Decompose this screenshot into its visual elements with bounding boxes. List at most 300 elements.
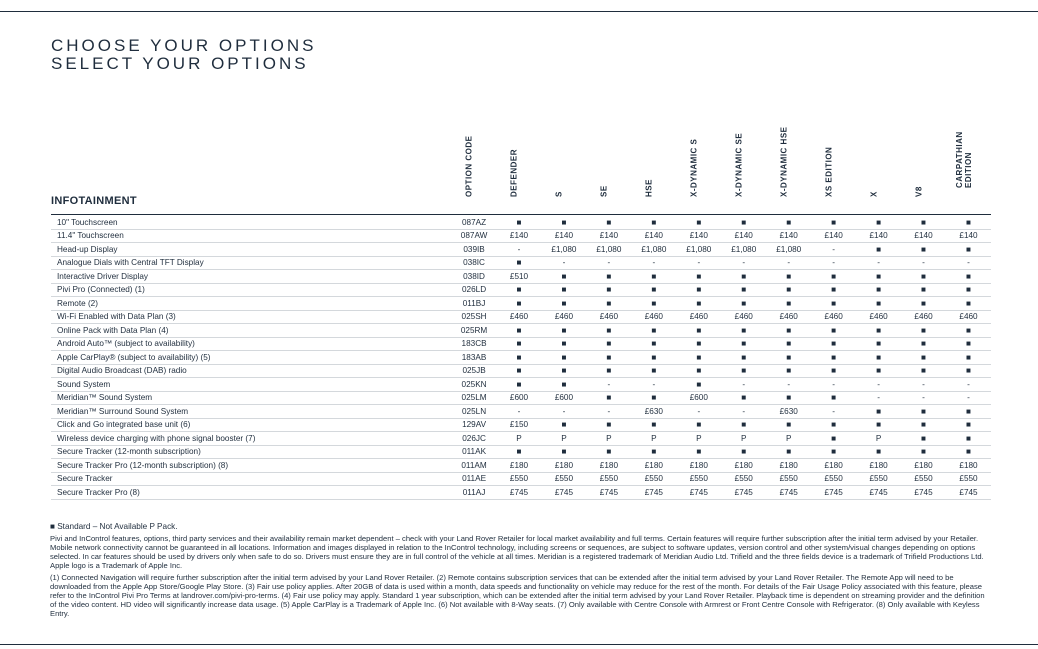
option-value: £745 <box>946 486 991 500</box>
table-row <box>51 418 991 432</box>
option-code: 038IC <box>452 256 497 270</box>
option-value: ■ <box>946 297 991 311</box>
option-value: ■ <box>811 324 856 338</box>
option-value: ■ <box>586 445 631 459</box>
option-value: ■ <box>766 297 811 311</box>
option-value: P <box>586 432 631 446</box>
feature-name: Meridian™ Sound System <box>51 391 452 405</box>
option-value: - <box>811 405 856 419</box>
option-value: ■ <box>631 283 676 297</box>
option-value: £550 <box>721 472 766 486</box>
option-value: P <box>766 432 811 446</box>
option-value: £460 <box>721 310 766 324</box>
option-code: 011AK <box>452 445 497 459</box>
option-value: ■ <box>946 364 991 378</box>
feature-name: Sound System <box>51 378 452 392</box>
column-header-label: X-DYNAMIC HSE <box>779 126 788 197</box>
option-value: ■ <box>766 351 811 365</box>
option-value: - <box>586 378 631 392</box>
page-subtitle: SELECT YOUR OPTIONS <box>51 54 309 73</box>
option-value: ■ <box>901 283 946 297</box>
option-value: ■ <box>541 378 586 392</box>
option-value: ■ <box>631 337 676 351</box>
option-value: ■ <box>497 364 542 378</box>
option-value: ■ <box>721 270 766 284</box>
option-value: - <box>541 405 586 419</box>
option-value: £1,080 <box>541 243 586 257</box>
option-value: ■ <box>541 445 586 459</box>
option-value: ■ <box>766 391 811 405</box>
option-value: £550 <box>766 472 811 486</box>
option-value: £180 <box>901 459 946 473</box>
option-value: £140 <box>721 229 766 243</box>
table-row <box>51 378 991 392</box>
option-value: - <box>631 256 676 270</box>
option-value: ■ <box>497 337 542 351</box>
option-value: ■ <box>856 364 901 378</box>
option-value: - <box>721 405 766 419</box>
option-value: ■ <box>586 391 631 405</box>
option-value: ■ <box>586 270 631 284</box>
option-code: 039IB <box>452 243 497 257</box>
option-value: ■ <box>676 418 721 432</box>
option-value: £140 <box>541 229 586 243</box>
option-value: - <box>946 378 991 392</box>
option-value: £745 <box>856 486 901 500</box>
option-value: - <box>856 256 901 270</box>
table-row <box>51 270 991 284</box>
page-title: CHOOSE YOUR OPTIONS <box>51 36 317 55</box>
option-value: £460 <box>946 310 991 324</box>
option-value: ■ <box>856 216 901 229</box>
option-value: ■ <box>856 324 901 338</box>
option-value: ■ <box>497 378 542 392</box>
option-value: ■ <box>856 297 901 311</box>
feature-name: Online Pack with Data Plan (4) <box>51 324 452 338</box>
column-header-label: DEFENDER <box>509 148 518 197</box>
option-value: £745 <box>631 486 676 500</box>
table-row <box>51 364 991 378</box>
option-value: ■ <box>721 445 766 459</box>
option-value: ■ <box>901 337 946 351</box>
option-code: 026JC <box>452 432 497 446</box>
feature-name: Click and Go integrated base unit (6) <box>51 418 452 432</box>
option-value: £140 <box>497 229 542 243</box>
table-row <box>51 445 991 459</box>
option-value: ■ <box>541 270 586 284</box>
option-value: £460 <box>811 310 856 324</box>
option-value: ■ <box>766 270 811 284</box>
column-header-label: X-DYNAMIC S <box>689 138 698 197</box>
option-code: 011AJ <box>452 486 497 500</box>
option-value: - <box>811 243 856 257</box>
option-value: ■ <box>541 297 586 311</box>
option-value: £550 <box>541 472 586 486</box>
option-value: ■ <box>721 283 766 297</box>
option-value: ■ <box>811 270 856 284</box>
option-code: 025SH <box>452 310 497 324</box>
option-value: ■ <box>901 432 946 446</box>
option-value: ■ <box>676 337 721 351</box>
option-code: 025RM <box>452 324 497 338</box>
option-value: ■ <box>631 351 676 365</box>
option-value: ■ <box>497 351 542 365</box>
column-header-label: HSE <box>644 179 653 197</box>
option-code: 025LM <box>452 391 497 405</box>
column-header <box>671 0 716 206</box>
option-value: ■ <box>811 297 856 311</box>
option-value: P <box>676 432 721 446</box>
option-value: - <box>631 378 676 392</box>
option-value: ■ <box>631 216 676 229</box>
option-value: ■ <box>856 445 901 459</box>
option-value: ■ <box>497 256 542 270</box>
column-header <box>716 0 761 206</box>
option-code: 129AV <box>452 418 497 432</box>
column-header <box>626 0 671 206</box>
option-value: £140 <box>676 229 721 243</box>
option-value: ■ <box>856 337 901 351</box>
feature-name: Remote (2) <box>51 297 452 311</box>
table-row <box>51 432 991 446</box>
table-row <box>51 459 991 473</box>
option-value: ■ <box>766 364 811 378</box>
option-value: ■ <box>721 297 766 311</box>
table-row <box>51 324 991 338</box>
column-header-label: X-DYNAMIC SE <box>734 132 743 197</box>
option-value: - <box>721 256 766 270</box>
option-value: ■ <box>946 445 991 459</box>
option-value: - <box>946 391 991 405</box>
option-code: 011AM <box>452 459 497 473</box>
option-value: ■ <box>497 283 542 297</box>
column-header <box>581 0 626 206</box>
option-value: £180 <box>541 459 586 473</box>
option-value: ■ <box>721 337 766 351</box>
option-code: 087AW <box>452 229 497 243</box>
option-value: ■ <box>946 243 991 257</box>
feature-name: Digital Audio Broadcast (DAB) radio <box>51 364 452 378</box>
feature-name: Wi-Fi Enabled with Data Plan (3) <box>51 310 452 324</box>
option-value: ■ <box>766 337 811 351</box>
column-header <box>536 0 581 206</box>
feature-name: Pivi Pro (Connected) (1) <box>51 283 452 297</box>
feature-name: 10" Touchscreen <box>51 216 452 229</box>
option-value: ■ <box>811 432 856 446</box>
option-value: £460 <box>586 310 631 324</box>
option-value: ■ <box>811 445 856 459</box>
option-value: ■ <box>901 243 946 257</box>
option-value: £1,080 <box>721 243 766 257</box>
option-value: £140 <box>586 229 631 243</box>
header-rule <box>51 214 991 215</box>
table-row <box>51 229 991 243</box>
option-value: ■ <box>541 364 586 378</box>
option-value: P <box>541 432 586 446</box>
option-value: £1,080 <box>766 243 811 257</box>
option-code: 011BJ <box>452 297 497 311</box>
option-value: ■ <box>586 297 631 311</box>
option-value: ■ <box>721 364 766 378</box>
option-value: £1,080 <box>586 243 631 257</box>
option-value: ■ <box>766 283 811 297</box>
option-value: ■ <box>946 405 991 419</box>
option-value: ■ <box>946 418 991 432</box>
option-value: £1,080 <box>631 243 676 257</box>
option-value: ■ <box>676 364 721 378</box>
option-value: ■ <box>541 337 586 351</box>
option-value: ■ <box>901 216 946 229</box>
option-value: ■ <box>901 445 946 459</box>
option-value: ■ <box>676 270 721 284</box>
option-value: £745 <box>541 486 586 500</box>
column-header <box>806 0 851 206</box>
option-value: - <box>856 391 901 405</box>
option-value: - <box>497 405 542 419</box>
option-value: £460 <box>856 310 901 324</box>
option-value: ■ <box>721 351 766 365</box>
option-value: ■ <box>586 337 631 351</box>
column-header-label: XS EDITION <box>824 146 833 197</box>
table-row <box>51 391 991 405</box>
footnotes: (1) Connected Navigation will require further subscription after the initial term advised by your Land Rover Retailer. (2) Remote contains subscription services that can be extended after the initial term advised by your Land Rover Retailer. The Remote App will need to be downloaded from the Apple App Store/Google Play Store. (3) Fair use policy applies. After 20GB of data is used within a month, data speeds and functionality on vehicle may reduce for the rest of the month. For details of the Fair Usage Policy associated with this feature, please refer to the InControl Pivi Pro Terms at landrover.com/pivi-pro-terms. (4) Fair use policy may apply. Standard 1 year subscription, which can be extended after the initial term advised by your Land Rover Retailer. Playback time is dependent on streaming provider and the definition of the video content. HD video will significantly increase data usage. (5) Apple CarPlay is a Trademark of Apple Inc. (6) Not available with 8-Way seats. (7) Only available with Centre Console with Armrest or Front Centre Console with Refrigerator. (8) Only available with Keyless Entry. <box>50 573 985 618</box>
option-value: ■ <box>631 391 676 405</box>
option-value: ■ <box>721 418 766 432</box>
option-value: £1,080 <box>676 243 721 257</box>
disclaimer-note: Pivi and InControl features, options, third party services and their availability remain market dependent – check with your Land Rover Retailer for local market availability and full terms. Certain features will require further subscription after the initial term advised by your Retailer. Mobile network connectivity cannot be guaranteed in all locations. Information and images displayed in relation to the InControl technology, including screens or sequences, are subject to software updates, version control and other system/visual changes depending on options selected. In car features should be used by drivers only when safe to do so. Drivers must ensure they are in full control of the vehicle at all times. Meridian is a registered trademark of Meridian Audio Ltd. Trifield and the three fields device is a trademark of Trifield Productions Ltd. Apple logo is a Trademark of Apple Inc. <box>50 534 984 570</box>
options-table <box>51 216 991 500</box>
option-value: ■ <box>946 337 991 351</box>
option-value: - <box>676 405 721 419</box>
option-value: £745 <box>497 486 542 500</box>
feature-name: Secure Tracker <box>51 472 452 486</box>
option-value: ■ <box>541 351 586 365</box>
option-value: - <box>811 256 856 270</box>
column-header-label: CARPATHIAN EDITION <box>954 131 973 188</box>
option-value: ■ <box>856 418 901 432</box>
option-value: £140 <box>811 229 856 243</box>
option-value: £745 <box>676 486 721 500</box>
option-code: 025JB <box>452 364 497 378</box>
option-code: 025KN <box>452 378 497 392</box>
option-value: £140 <box>901 229 946 243</box>
option-value: ■ <box>676 283 721 297</box>
option-value: - <box>901 378 946 392</box>
option-value: ■ <box>676 351 721 365</box>
feature-name: Analogue Dials with Central TFT Display <box>51 256 452 270</box>
option-value: £460 <box>631 310 676 324</box>
option-code: 026LD <box>452 283 497 297</box>
option-value: £550 <box>676 472 721 486</box>
option-value: ■ <box>811 283 856 297</box>
table-row <box>51 310 991 324</box>
option-value: ■ <box>856 405 901 419</box>
option-value: P <box>721 432 766 446</box>
option-value: £140 <box>631 229 676 243</box>
table-row <box>51 297 991 311</box>
option-value: £630 <box>631 405 676 419</box>
option-value: - <box>901 391 946 405</box>
column-header <box>491 0 536 206</box>
option-value: ■ <box>497 324 542 338</box>
table-row <box>51 216 991 229</box>
option-value: ■ <box>497 297 542 311</box>
option-value: ■ <box>631 418 676 432</box>
option-value: £510 <box>497 270 542 284</box>
option-value: ■ <box>901 418 946 432</box>
option-value: ■ <box>766 445 811 459</box>
option-value: ■ <box>541 216 586 229</box>
option-value: - <box>676 256 721 270</box>
column-header <box>896 0 941 206</box>
option-value: ■ <box>721 216 766 229</box>
option-code: 183AB <box>452 351 497 365</box>
option-value: £460 <box>541 310 586 324</box>
column-header-label: V8 <box>914 186 923 197</box>
option-value: £140 <box>946 229 991 243</box>
option-value: £180 <box>856 459 901 473</box>
option-value: ■ <box>631 364 676 378</box>
option-value: ■ <box>856 270 901 284</box>
table-row <box>51 472 991 486</box>
feature-name: Secure Tracker Pro (12-month subscription) (8) <box>51 459 452 473</box>
option-value: - <box>766 378 811 392</box>
column-header-label: OPTION CODE <box>464 135 473 197</box>
option-value: £550 <box>811 472 856 486</box>
option-value: £550 <box>497 472 542 486</box>
option-value: ■ <box>541 418 586 432</box>
feature-name: Wireless device charging with phone signal booster (7) <box>51 432 452 446</box>
option-value: £745 <box>766 486 811 500</box>
option-value: ■ <box>811 337 856 351</box>
option-value: £140 <box>766 229 811 243</box>
option-value: ■ <box>631 297 676 311</box>
option-value: ■ <box>946 283 991 297</box>
option-value: ■ <box>946 432 991 446</box>
option-value: - <box>901 256 946 270</box>
option-value: £550 <box>631 472 676 486</box>
option-value: £180 <box>766 459 811 473</box>
option-value: £180 <box>676 459 721 473</box>
option-value: P <box>856 432 901 446</box>
option-value: ■ <box>811 351 856 365</box>
option-value: ■ <box>901 324 946 338</box>
option-value: ■ <box>856 243 901 257</box>
option-value: ■ <box>541 283 586 297</box>
option-value: ■ <box>901 351 946 365</box>
option-value: £180 <box>811 459 856 473</box>
option-value: £550 <box>901 472 946 486</box>
option-value: £180 <box>721 459 766 473</box>
option-value: £600 <box>497 391 542 405</box>
column-header-label: X <box>869 191 878 197</box>
option-value: ■ <box>721 324 766 338</box>
option-value: £600 <box>676 391 721 405</box>
option-value: ■ <box>631 445 676 459</box>
option-value: ■ <box>766 216 811 229</box>
option-value: ■ <box>541 324 586 338</box>
option-value: ■ <box>901 270 946 284</box>
table-row <box>51 337 991 351</box>
option-value: ■ <box>586 324 631 338</box>
option-value: ■ <box>586 283 631 297</box>
option-value: ■ <box>766 324 811 338</box>
option-value: - <box>721 378 766 392</box>
feature-name: Android Auto™ (subject to availability) <box>51 337 452 351</box>
option-value: ■ <box>676 324 721 338</box>
feature-name: Interactive Driver Display <box>51 270 452 284</box>
option-value: £745 <box>721 486 766 500</box>
option-value: ■ <box>676 445 721 459</box>
option-value: ■ <box>811 216 856 229</box>
option-value: £140 <box>856 229 901 243</box>
option-value: £180 <box>946 459 991 473</box>
option-value: £180 <box>497 459 542 473</box>
option-value: £460 <box>766 310 811 324</box>
option-value: £460 <box>676 310 721 324</box>
column-header-label: S <box>554 191 563 197</box>
option-value: ■ <box>497 216 542 229</box>
option-value: ■ <box>811 364 856 378</box>
option-value: £180 <box>631 459 676 473</box>
feature-name: 11.4" Touchscreen <box>51 229 452 243</box>
option-value: - <box>856 378 901 392</box>
column-header <box>761 0 806 206</box>
feature-name: Apple CarPlay® (subject to availability) (5) <box>51 351 452 365</box>
option-value: £550 <box>856 472 901 486</box>
option-code: 025LN <box>452 405 497 419</box>
column-header <box>941 0 986 206</box>
option-value: ■ <box>856 351 901 365</box>
option-value: ■ <box>766 418 811 432</box>
option-value: - <box>541 256 586 270</box>
option-value: ■ <box>631 324 676 338</box>
column-header <box>446 0 491 206</box>
option-value: ■ <box>856 283 901 297</box>
option-value: £745 <box>901 486 946 500</box>
option-value: ■ <box>946 216 991 229</box>
option-value: £630 <box>766 405 811 419</box>
option-value: ■ <box>721 391 766 405</box>
option-value: - <box>586 405 631 419</box>
option-value: £745 <box>811 486 856 500</box>
option-code: 011AE <box>452 472 497 486</box>
option-value: £550 <box>586 472 631 486</box>
option-value: - <box>946 256 991 270</box>
feature-name: Meridian™ Surround Sound System <box>51 405 452 419</box>
option-value: £550 <box>946 472 991 486</box>
option-value: ■ <box>676 297 721 311</box>
option-value: ■ <box>946 351 991 365</box>
option-value: ■ <box>586 418 631 432</box>
option-value: - <box>586 256 631 270</box>
option-value: ■ <box>586 351 631 365</box>
option-value: P <box>631 432 676 446</box>
option-value: £600 <box>541 391 586 405</box>
option-value: ■ <box>586 216 631 229</box>
option-value: ■ <box>811 418 856 432</box>
table-row <box>51 243 991 257</box>
option-value: ■ <box>901 405 946 419</box>
feature-name: Head-up Display <box>51 243 452 257</box>
table-row <box>51 486 991 500</box>
legend: ■ Standard – Not Available P Pack. <box>50 522 178 531</box>
option-code: 087AZ <box>452 216 497 229</box>
option-value: ■ <box>586 364 631 378</box>
option-value: - <box>497 243 542 257</box>
option-value: ■ <box>497 445 542 459</box>
table-row <box>51 256 991 270</box>
